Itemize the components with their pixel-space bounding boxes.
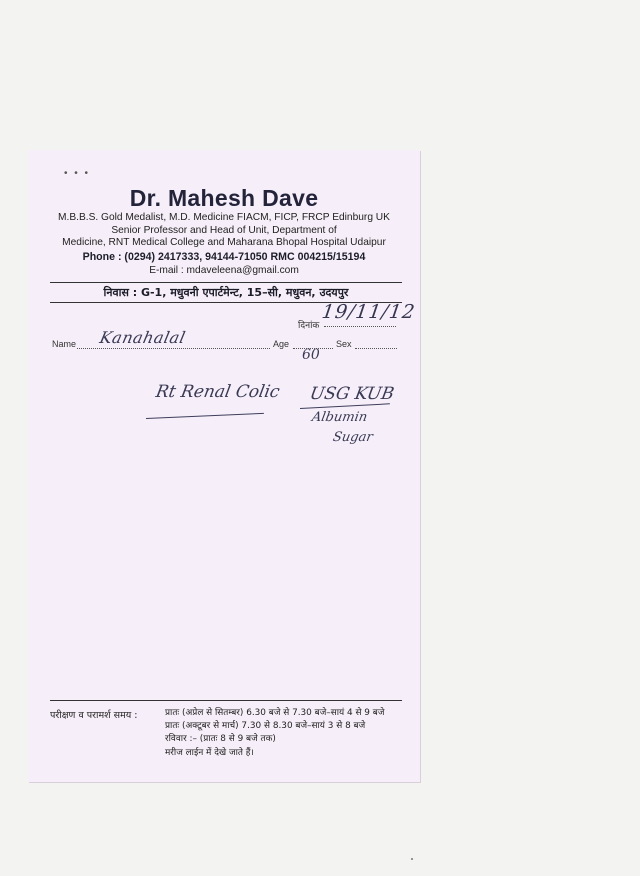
phone-line: Phone : (0294) 2417333, 94144-71050 RMC 004215/15194 bbox=[82, 250, 366, 263]
pen-stroke bbox=[300, 403, 390, 409]
title-line: Senior Professor and Head of Unit, Department of bbox=[111, 224, 337, 236]
timing-block bbox=[165, 707, 415, 760]
timing-label: परीक्षण व परामर्श समय : bbox=[50, 710, 138, 721]
title-line: Medicine, RNT Medical College and Maharana Bhopal Hospital Udaipur bbox=[62, 237, 386, 248]
age-handwritten: 60 bbox=[302, 347, 320, 363]
timing-line: प्रातः (अप्रेल से सितम्बर) 6.30 बजे से 7.30 बजे–सायं 4 से 9 बजे bbox=[165, 708, 385, 718]
age-label: Age bbox=[273, 339, 290, 349]
diagnosis-handwritten: Rt Renal Colic bbox=[154, 382, 282, 402]
investigation-handwritten: Sugar bbox=[331, 430, 374, 445]
address: निवास : G-1, मधुवनी एपार्टमेन्ट, 15–सी, मधुवन, उदयपुर bbox=[103, 286, 349, 299]
divider bbox=[50, 282, 402, 283]
name-label: Name bbox=[52, 339, 77, 349]
sex-line bbox=[355, 348, 397, 349]
timing-line: रविवार :– (प्रातः 8 से 9 बजे तक) bbox=[165, 734, 276, 745]
patient-name-handwritten: Kanahalal bbox=[97, 328, 188, 347]
pen-stroke bbox=[146, 413, 264, 419]
date-label: दिनांक bbox=[298, 321, 320, 331]
doctor-name: Dr. Mahesh Dave bbox=[129, 185, 319, 211]
footer-divider bbox=[50, 700, 402, 701]
name-line bbox=[77, 348, 270, 349]
qualifications: M.B.B.S. Gold Medalist, M.D. Medicine FIACM, FICP, FRCP Edinburg UK bbox=[58, 212, 390, 223]
letterhead bbox=[28, 184, 420, 277]
timing-line: मरीज लाईन में देखे जाते हैं। bbox=[165, 747, 254, 758]
scan-speck bbox=[411, 858, 413, 860]
prescription-sheet bbox=[28, 150, 420, 782]
decorative-dots: • • • bbox=[64, 168, 91, 179]
timing-line: प्रातः (अक्टूबर से मार्च) 7.30 से 8.30 बजे–सायं 3 से 8 बजे bbox=[165, 721, 366, 732]
investigation-handwritten: USG KUB bbox=[308, 384, 396, 404]
date-handwritten: 19/11/12 bbox=[320, 301, 417, 323]
date-line bbox=[324, 326, 396, 327]
sex-label: Sex bbox=[336, 339, 352, 349]
investigation-handwritten: Albumin bbox=[310, 410, 369, 425]
email-line: E-mail : mdaveleena@gmail.com bbox=[149, 264, 299, 276]
